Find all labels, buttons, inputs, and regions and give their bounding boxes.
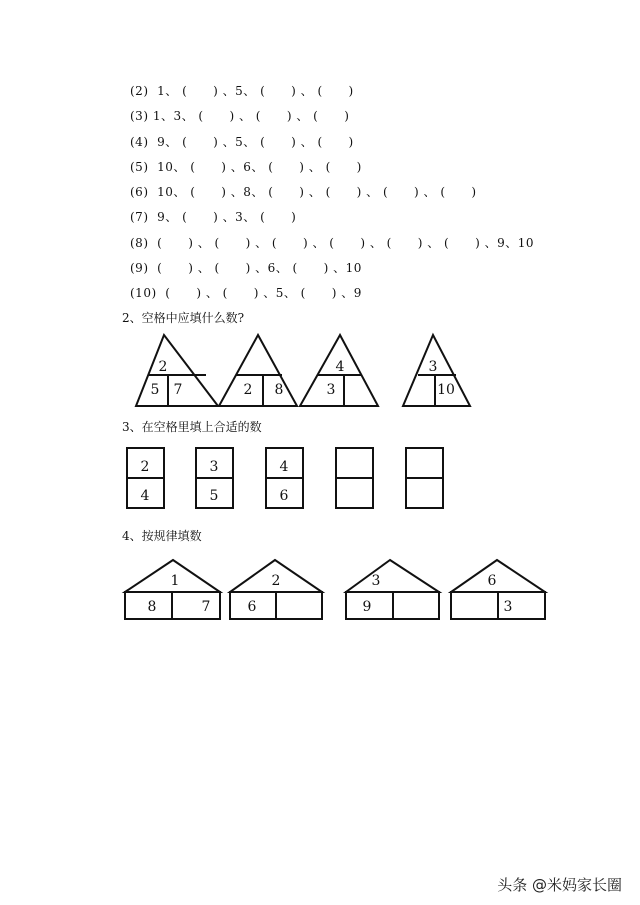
section3-title: 3、在空格里填上合适的数 [122,420,262,434]
triangle-top-number: 3 [428,359,438,375]
sequence-line: (8) ( ) 、 ( ) 、 ( ) 、 ( ) 、 ( ) 、 ( ) 、9、10 [130,236,534,250]
section2-title: 2、空格中应填什么数? [122,311,245,325]
house-right-number: 7 [201,599,211,615]
box-bottom-number: 6 [279,488,289,504]
house-roof-number: 6 [487,573,497,589]
box-top-number: 4 [279,459,289,475]
box-top-number: 2 [140,459,150,475]
box-bottom-number: 4 [140,488,150,504]
boxes-figure [0,440,640,515]
section4-title: 4、按规律填数 [122,529,202,543]
house-roof-number: 1 [170,573,180,589]
sequence-line: (4) 9、 ( ) 、5、 ( ) 、 ( ) [130,135,354,149]
triangle-left-number: 3 [326,382,336,398]
house-roof [346,560,439,592]
sequence-line: (6) 10、 ( ) 、8、 ( ) 、 ( ) 、 ( ) 、 ( ) [130,185,477,199]
box-top-number: 3 [209,459,219,475]
triangle-left-number: 5 [150,382,160,398]
triangle-2 [219,335,297,406]
sequence-line: (3) 1、3、 ( ) 、 ( ) 、 ( ) [130,109,350,123]
triangles-figure [0,330,640,410]
house-left-number: 8 [147,599,157,615]
house-right-number: 3 [503,599,513,615]
sequence-line: (7) 9、 ( ) 、3、 ( ) [130,210,297,224]
sequence-line: (10) ( ) 、 ( ) 、5、 ( ) 、9 [130,286,362,300]
triangle-right-number: 8 [274,382,284,398]
watermark-credit: 头条 @米妈家长圈 [497,876,622,894]
triangle-right-number: 10 [437,382,455,398]
houses-figure [0,550,640,625]
box-bottom-number: 5 [209,488,219,504]
house-roof-number: 2 [271,573,281,589]
house-roof-number: 3 [371,573,381,589]
sequence-line: (2) 1、 ( ) 、5、 ( ) 、 ( ) [130,84,354,98]
triangle-top-number: 2 [158,359,168,375]
house-left-number: 6 [247,599,257,615]
triangle-right-number: 7 [173,382,183,398]
house-roof [451,560,545,592]
sequence-line: (9) ( ) 、 ( ) 、6、 ( ) 、10 [130,261,362,275]
sequence-line: (5) 10、 ( ) 、6、 ( ) 、 ( ) [130,160,362,174]
triangle-left-number: 2 [243,382,253,398]
house-left-number: 9 [362,599,372,615]
triangle-top-number: 4 [335,359,345,375]
